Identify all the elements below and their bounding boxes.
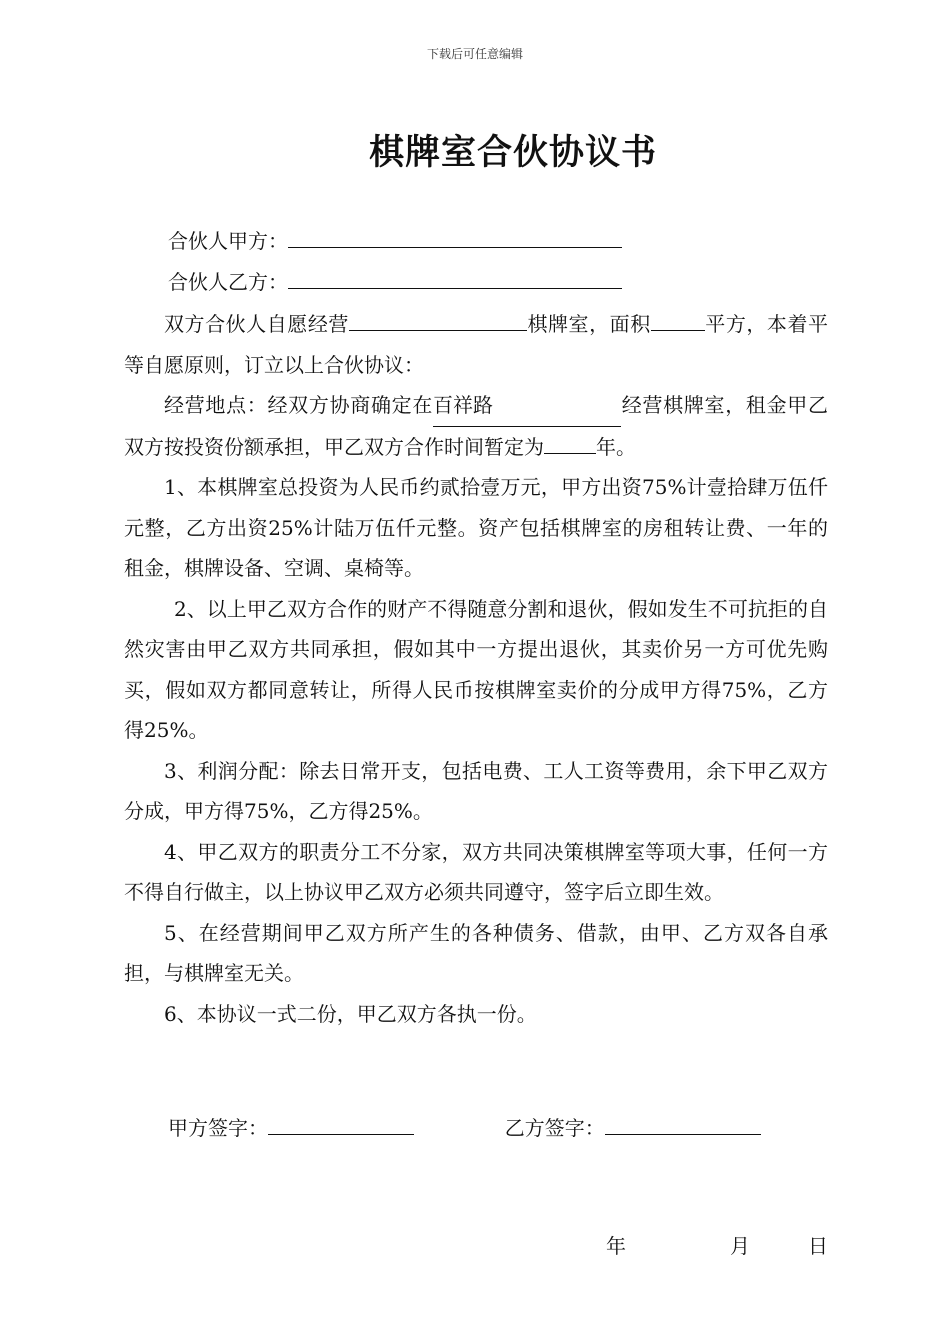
party-b-signature-blank[interactable] — [605, 1112, 761, 1135]
clause-4: 4、甲乙双方的职责分工不分家，双方共同决策棋牌室等项大事，任何一方不得自行做主，以上协议甲乙双方必须共同遵守，签字后立即生效。 — [124, 839, 828, 904]
road-field[interactable]: 百祥路 — [433, 385, 621, 427]
intro-paragraph — [124, 304, 828, 385]
location-text-1: 经营地点：经双方协商确定在 — [164, 393, 434, 417]
area-blank[interactable] — [651, 308, 705, 331]
header-note: 下载后可任意编辑 — [426, 47, 523, 61]
clause-6: 6、本协议一式二份，甲乙双方各执一份。 — [164, 1001, 537, 1026]
party-b-line — [168, 266, 622, 295]
location-text-3: 年。 — [596, 434, 636, 459]
intro-text-3: 平方，本着平等自愿原则，订立以上合伙协议： — [124, 312, 829, 377]
clause-1: 1、本棋牌室总投资为人民币约贰拾壹万元，甲方出资75%计壹拾肆万伍仟元整，乙方出资25%计陆万伍仟元整。资产包括棋牌室的房租转让费、一年的租金，棋牌设备、空调、桌椅等。 — [124, 475, 828, 580]
party-a-signature-blank[interactable] — [268, 1112, 414, 1135]
date-year: 年 — [606, 1234, 626, 1258]
clause-3: 3、利润分配：除去日常开支，包括电费、工人工资等费用，余下甲乙双方分成，甲方得75%，乙方得25%。 — [124, 758, 828, 823]
party-a-line — [168, 225, 622, 254]
term-blank[interactable] — [544, 431, 596, 454]
date-day: 日 — [808, 1234, 828, 1258]
party-b-label: 合伙人乙方： — [168, 270, 288, 294]
clause-5: 5、在经营期间甲乙双方所产生的各种债务、借款，由甲、乙方双各自承担，与棋牌室无关。 — [124, 920, 828, 985]
location-text-2: 经营棋牌室，租金甲乙双方按投资份额承担，甲乙双方合作时间暂定为 — [124, 393, 829, 459]
document-title: 棋牌室合伙协议书 — [368, 133, 657, 173]
signature-row — [168, 1112, 761, 1141]
clause-2: 2、以上甲乙双方合作的财产不得随意分割和退伙，假如发生不可抗拒的自然灾害由甲乙双方共同承担，假如其中一方提出退伙，其卖价另一方可优先购买，假如双方都同意转让，所得人民币按棋牌室卖价的分成甲方得75%，乙方得25%。 — [124, 596, 828, 742]
document-body — [124, 304, 828, 1034]
date-month: 月 — [730, 1234, 750, 1258]
party-a-signature-label: 甲方签字： — [168, 1116, 268, 1140]
party-a-label: 合伙人甲方： — [168, 229, 288, 253]
party-b-blank[interactable] — [288, 266, 622, 289]
business-name-blank[interactable] — [349, 308, 527, 331]
location-paragraph — [124, 385, 828, 467]
intro-text-1: 双方合伙人自愿经营 — [164, 312, 349, 336]
party-a-blank[interactable] — [288, 225, 622, 248]
intro-text-2: 棋牌室，面积 — [526, 312, 651, 336]
party-b-signature-label: 乙方签字： — [504, 1116, 605, 1140]
